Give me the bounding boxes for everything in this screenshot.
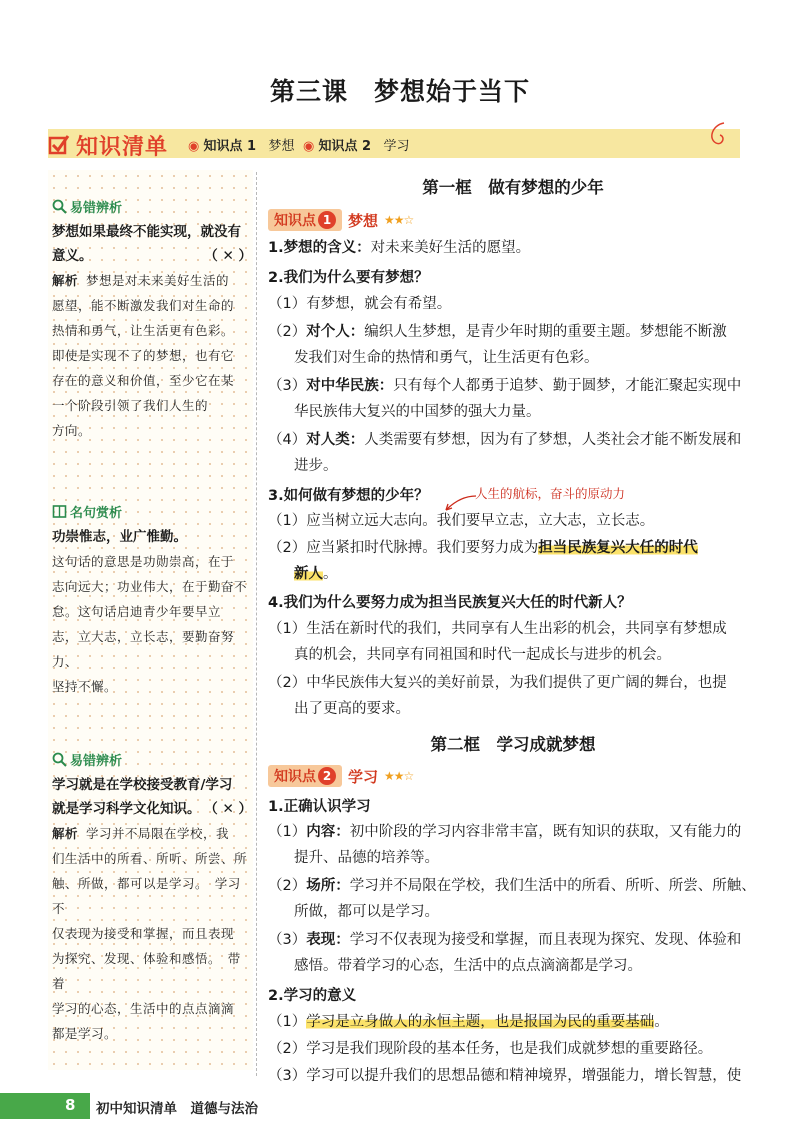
bullet-icon: ◉ <box>188 139 200 154</box>
kp-number-badge: 1 <box>318 211 336 229</box>
frame2-item2: （2）场所：学习并不局限在学校，我们生活中的所看、所听、所尝、所触、 <box>268 878 756 894</box>
frame1-h1: 1.梦想的含义：对未来美好生活的愿望。 <box>268 240 531 256</box>
frame2-title: 第二框 学习成就梦想 <box>430 735 596 754</box>
banner-kp2: ◉ 知识点 2 学习 <box>303 139 410 154</box>
frame1-h4-item2-cont: 出了更高的要求。 <box>294 701 410 717</box>
kp-number-badge: 2 <box>318 767 336 785</box>
sidebar-question: 梦想如果最终不能实现，就没有 意义。 （ ✕ ） <box>52 220 252 268</box>
answer-mark: （ ✕ ） <box>204 248 252 264</box>
frame1-h2-item3: （3）对中华民族：只有每个人都勇于追梦、勤于圆梦，才能汇聚起实现中 <box>268 378 742 394</box>
star-rating-icon: ★★☆ <box>384 769 414 783</box>
sidebar-famous-quote <box>52 502 252 699</box>
frame2-item3-cont: 感悟。带着学习的心态，生活中的点点滴滴都是学习。 <box>294 958 642 974</box>
frame1-h3-item1: （1）应当树立远大志向。我们要早立志，立大志，立长志。 <box>268 513 655 529</box>
lesson-title: 第三课 梦想始于当下 <box>269 77 530 106</box>
highlight: 学习是立身做人的永恒主题，也是报国为民的重要基础 <box>306 1014 655 1030</box>
bullet-icon: ◉ <box>303 139 315 154</box>
handwritten-note: 人生的航标，奋斗的原动力 <box>475 486 626 501</box>
frame1-h4: 4.我们为什么要努力成为担当民族复兴大任的时代新人？ <box>268 595 632 611</box>
book-title: 初中知识清单 道德与法治 <box>96 1101 258 1117</box>
sidebar-note: 解析 梦想是对未来美好生活的 愿望，能不断激发我们对生命的 热情和勇气，让生活更有色彩。 即使是实现不了的梦想，也有它 存在的意义和价值，至少它在某 一个阶段引领了我们人生的 方向。 <box>52 273 235 438</box>
page-number: 8 <box>65 1096 76 1114</box>
frame1-h2-item2: （2）对个人：编织人生梦想，是青少年时期的重要主题。梦想能不断激 <box>268 324 727 340</box>
footer-bar <box>0 1093 90 1119</box>
magnifier-icon <box>52 199 67 214</box>
sidebar-head: 易错辨析 <box>70 754 123 769</box>
sidebar-question: 学习就是在学校接受教育/学习 就是学习科学文化知识。 （ ✕ ） <box>52 773 252 821</box>
magnifier-icon <box>52 752 67 767</box>
frame2-h1: 1.正确认识学习 <box>268 799 371 815</box>
swirl-decoration-icon <box>704 119 730 149</box>
sidebar-error-analysis-1 <box>52 197 252 443</box>
checkbox-icon <box>48 133 70 155</box>
frame1-title: 第一框 做有梦想的少年 <box>422 178 604 197</box>
frame2-item1: （1）内容：初中阶段的学习内容非常丰富，既有知识的获取，又有能力的 <box>268 824 742 840</box>
frame2-item3: （3）表现：学习不仅表现为接受和掌握，而且表现为探究、发现、体验和 <box>268 932 742 948</box>
sidebar-quote: 功崇惟志，业广惟勤。 <box>52 529 187 545</box>
kp-name: 梦想 <box>348 211 379 230</box>
frame2-kp-tag: 知识点 2 学习 ★★☆ <box>268 765 413 787</box>
frame2-meaning1: （1）学习是立身做人的永恒主题，也是报国为民的重要基础。 <box>268 1014 669 1030</box>
frame1-h3-item2-cont: 新人。 <box>294 566 338 582</box>
frame2-meaning2: （2）学习是我们现阶段的基本任务，也是我们成就梦想的重要路径。 <box>268 1041 713 1057</box>
knowledge-banner <box>48 129 740 158</box>
sidebar-note: 解析 学习并不局限在学校，我 们生活中的所看、所听、所尝、所 触、所做，都可以是学习。 学习不 仅表现为接受和掌握，而且表现 为探究、发现、体验和感悟。 带着 学习的心态，生活中的点点滴滴 都是学习。 <box>52 826 248 1041</box>
column-divider <box>256 172 257 1076</box>
frame2-item2-cont: 所做，都可以是学习。 <box>294 904 439 920</box>
sidebar-note: 这句话的意思是功勋崇高，在于 志向远大；功业伟大，在于勤奋不 怠。这句话启迪青少年要早立 志，立大志，立长志，要勤奋努力、 坚持不懈。 <box>52 554 248 694</box>
frame1-h2-item4-cont: 进步。 <box>294 458 338 474</box>
frame1-kp-tag: 知识点 1 梦想 ★★☆ <box>268 209 413 231</box>
frame1-h3-item2: （2）应当紧扣时代脉搏。我们要努力成为担当民族复兴大任的时代 <box>268 540 698 556</box>
kp-name: 学习 <box>348 767 379 786</box>
frame2-h2: 2.学习的意义 <box>268 988 357 1004</box>
frame1-h2-item4: （4）对人类：人类需要有梦想，因为有了梦想，人类社会才能不断发展和 <box>268 432 742 448</box>
frame1-h2-item2-cont: 发我们对生命的热情和勇气，让生活更有色彩。 <box>294 350 599 366</box>
frame1-h2-item1: （1）有梦想，就会有希望。 <box>268 296 452 312</box>
sidebar-head: 易错辨析 <box>70 201 123 216</box>
frame2-meaning3: （3）学习可以提升我们的思想品德和精神境界，增强能力，增长智慧，使 <box>268 1068 742 1084</box>
frame1-h4-item1: （1）生活在新时代的我们，共同享有人生出彩的机会，共同享有梦想成 <box>268 621 727 637</box>
frame1-h2-item3-cont: 华民族伟大复兴的中国梦的强大力量。 <box>294 404 541 420</box>
frame1-h4-item1-cont: 真的机会，共同享有同祖国和时代一起成长与进步的机会。 <box>294 647 671 663</box>
sidebar-error-analysis-2 <box>52 750 252 1046</box>
book-icon <box>52 504 67 519</box>
sidebar-head: 名句赏析 <box>70 506 123 521</box>
frame1-h2: 2.我们为什么要有梦想？ <box>268 270 429 286</box>
banner-kp1: ◉ 知识点 1 梦想 <box>188 139 295 154</box>
answer-mark: （ ✕ ） <box>204 801 252 817</box>
frame1-h3: 3.如何做有梦想的少年？ <box>268 488 429 504</box>
banner-title: 知识清单 <box>76 135 169 160</box>
star-rating-icon: ★★☆ <box>384 213 414 227</box>
frame2-item1-cont: 提升、品德的培养等。 <box>294 850 439 866</box>
highlight: 担当民族复兴大任的时代 <box>538 540 698 556</box>
frame1-h4-item2: （2）中华民族伟大复兴的美好前景，为我们提供了更广阔的舞台，也提 <box>268 675 727 691</box>
